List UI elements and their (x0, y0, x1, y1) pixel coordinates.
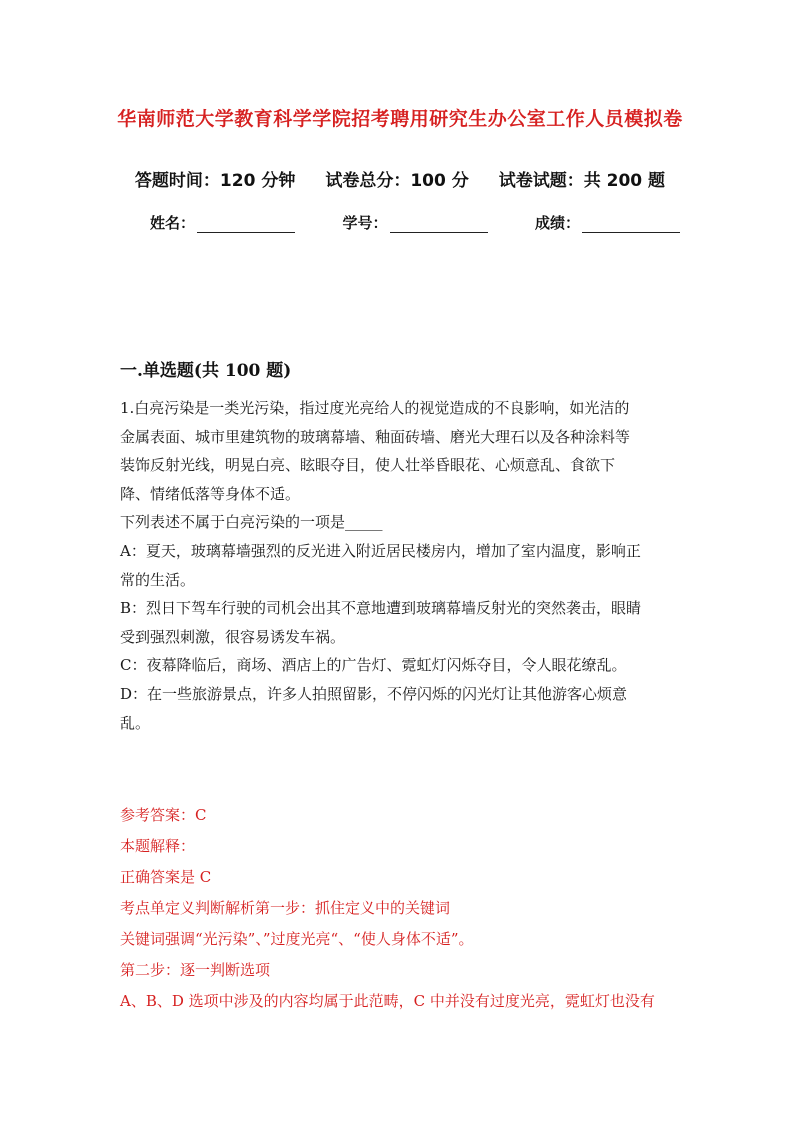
student-id-label: 学号： (342, 214, 388, 232)
document-title: 华南师范大学教育科学学院招考聘用研究生办公室工作人员模拟卷 (117, 108, 683, 130)
question-line: 金属表面、城市里建筑物的玻璃幕墙、釉面砖墙、磨光大理石以及各种涂料等 (120, 427, 631, 446)
name-field (150, 212, 295, 233)
reference-answer: 参考答案：C (120, 806, 207, 824)
student-id-blank (390, 218, 488, 233)
grade-field (535, 212, 680, 233)
question-line: 降、情绪低落等身体不适。 (120, 484, 301, 503)
exam-meta-row (0, 166, 800, 191)
explanation-line: 关键词强调“光污染”、”过度光亮“、“使人身体不适”。 (120, 930, 474, 948)
question-line: 装饰反射光线，明晃白亮、眩眼夺目，使人壮举昏眼花、心烦意乱、食欲下 (120, 456, 616, 475)
option-d: D：在一些旅游景点，许多人拍照留影，不停闪烁的闪光灯让其他游客心烦意 (120, 684, 628, 703)
answer-explanation (120, 800, 685, 1017)
student-info-row (150, 212, 680, 233)
grade-blank (582, 218, 680, 233)
option-a-cont: 常的生活。 (120, 570, 196, 589)
name-blank (197, 218, 295, 233)
grade-label: 成绩： (534, 214, 580, 232)
option-a: A：夏天，玻璃幕墙强烈的反光进入附近居民楼房内，增加了室内温度，影响正 (120, 541, 641, 560)
question-prompt: 下列表述不属于白亮污染的一项是_____ (120, 513, 383, 532)
option-b: B：烈日下驾车行驶的司机会出其不意地遭到玻璃幕墙反射光的突然袭击，眼睛 (120, 599, 642, 618)
exam-total-score: 试卷总分：100 分 (325, 171, 469, 191)
option-c: C：夜幕降临后，商场、酒店上的广告灯、霓虹灯闪烁夺目，令人眼花缭乱。 (120, 656, 627, 675)
option-d-cont: 乱。 (120, 713, 151, 732)
exam-question-count: 试卷试题：共 200 题 (498, 171, 666, 191)
option-b-cont: 受到强烈刺激，很容易诱发车祸。 (120, 627, 346, 646)
explanation-line: A、B、D 选项中涉及的内容均属于此范畴，C 中并没有过度光亮，霓虹灯也没有 (120, 992, 655, 1010)
student-id-field (342, 212, 487, 233)
exam-time: 答题时间：120 分钟 (134, 171, 296, 191)
correct-answer: 正确答案是 C (120, 868, 212, 886)
explanation-heading: 本题解释： (120, 837, 196, 855)
explanation-line: 考点单定义判断解析第一步：抓住定义中的关键词 (120, 899, 451, 917)
question-body (120, 394, 685, 737)
section-title: 一.单选题(共 100 题) (120, 361, 292, 381)
explanation-line: 第二步：逐一判断选项 (120, 961, 271, 979)
question-line: 1.白亮污染是一类光污染，指过度光亮给人的视觉造成的不良影响，如光洁的 (120, 399, 630, 417)
name-label: 姓名： (150, 214, 196, 232)
